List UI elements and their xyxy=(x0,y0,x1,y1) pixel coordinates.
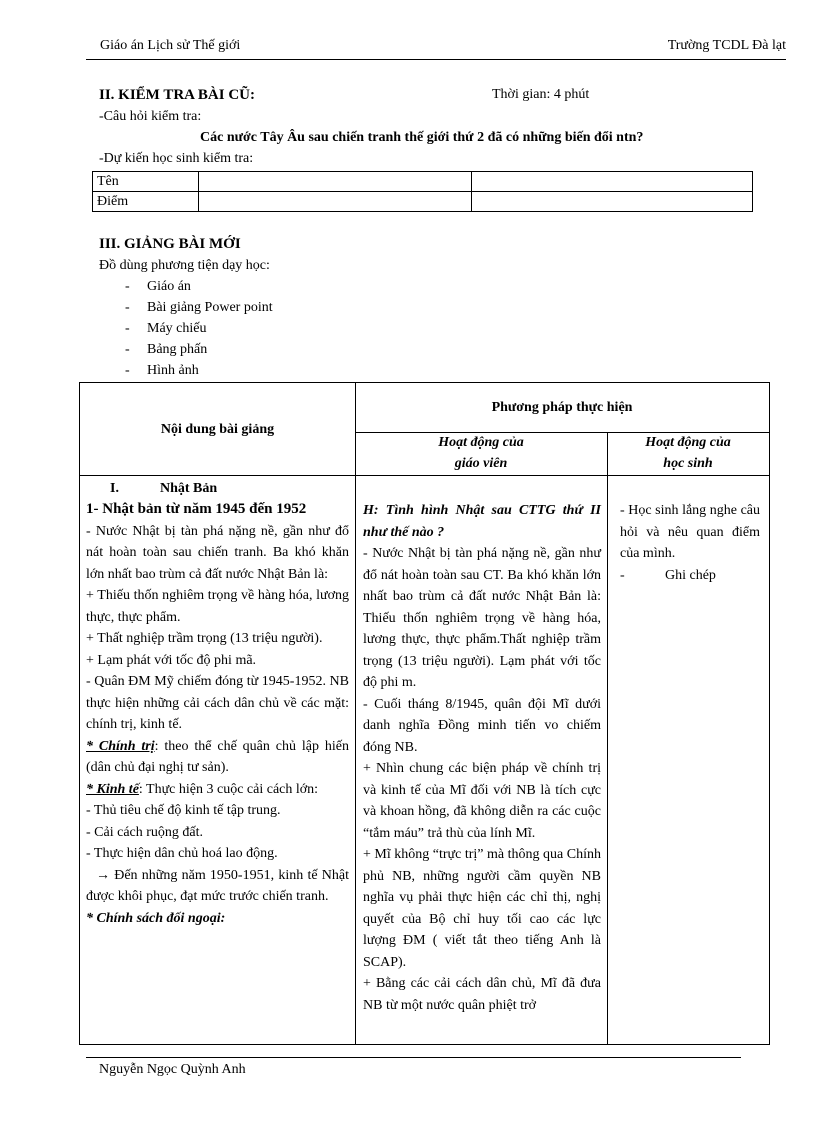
table-cell xyxy=(472,172,753,192)
table-cell xyxy=(199,172,472,192)
paragraph: - Nước Nhật bị tàn phá nặng nề, gần như đổ nát hoàn toàn sau CT. Ba khó khăn lớn nhất bao trùm cả đất nước Nhật Bản là: Thiếu thốn nghiêm trọng về hàng hóa, lương thực, thực phẩm.Thất nghiệp trầm trọng (13 triệu người). Lạm phát với tốc độ phi m. xyxy=(363,546,601,690)
paragraph: - Cải cách ruộng đất. xyxy=(86,824,204,840)
header-left: Giáo án Lịch sử Thế giới xyxy=(100,38,241,53)
teacher-activities xyxy=(363,500,601,1016)
student-column-header: Hoạt động của học sinh xyxy=(645,435,731,471)
paragraph: + Nhìn chung các biện pháp về chính trị và kinh tế của Mĩ đối với NB là tích cực và khoan hồng, đã không diễn ra các cuộc “tắm máu” trả thù của lính Mĩ. xyxy=(363,761,601,841)
table-row xyxy=(93,172,753,192)
student-activities xyxy=(620,500,760,586)
section3-title: III. GIẢNG BÀI MỚI xyxy=(99,236,241,252)
subsection-heading: 1- Nhật bản từ năm 1945 đến 1952 xyxy=(86,501,307,517)
column-divider xyxy=(355,383,356,1044)
lesson-table xyxy=(79,382,770,1045)
table-cell-name-label: Tên xyxy=(93,172,199,192)
header-rule xyxy=(86,59,786,60)
question-text: Các nước Tây Âu sau chiến tranh thế giới thứ 2 đã có những biến đổi ntn? xyxy=(200,130,644,145)
section-heading: I. Nhật Bản xyxy=(110,481,218,496)
teacher-column-header: Hoạt động của giáo viên xyxy=(438,435,524,471)
teacher-question: H: Tình hình Nhật sau CTTG thứ II như thế nào ? xyxy=(363,503,601,540)
paragraph: - Thủ tiêu chế độ kinh tế tập trung. xyxy=(86,803,281,818)
footer-rule xyxy=(86,1057,741,1058)
paragraph: - Cuối tháng 8/1945, quân đội Mĩ dưới danh nghĩa Đồng minh tiến vo chiếm đóng NB. xyxy=(363,696,601,755)
list-item: - Hình ảnh xyxy=(125,363,199,378)
content-column-header: Nội dung bài giảng xyxy=(160,422,275,437)
paragraph: + Mĩ không “trực trị” mà thông qua Chính phủ NB, những người cầm quyền NB nghĩa vụ phải thực hiện các chỉ thị, nghị quyết của Bộ chỉ huy tối cao các lực lượng ĐM ( viết tắt theo tiếng Anh là SCAP). xyxy=(363,847,601,970)
row-divider xyxy=(80,475,769,476)
method-header: Phương pháp thực hiện xyxy=(491,400,633,415)
student-check-table xyxy=(92,171,753,212)
paragraph: + Bằng các cải cách dân chủ, Mĩ đã đưa NB từ một nước quân phiệt trở xyxy=(363,976,601,1013)
paragraph: * Chính trị: theo thể chế quân chủ lập hiến (dân chủ đại nghị tư sản). xyxy=(86,738,349,775)
paragraph: + Thiếu thốn nghiêm trọng về hàng hóa, lương thực, thực phẩm. xyxy=(86,588,349,625)
section2-title: II. KIỂM TRA BÀI CŨ: xyxy=(99,87,255,103)
arrow-icon: → xyxy=(96,867,110,883)
table-row xyxy=(93,192,753,212)
paragraph: - Nước Nhật bị tàn phá nặng nề, gần như đổ nát hoàn toàn sau chiến tranh. Ba khó khăn lớn nhất bao trùm cả đất nước Nhật Bản là: xyxy=(86,523,349,582)
paragraph: - Ghi chép xyxy=(620,567,716,583)
lesson-content xyxy=(86,478,349,929)
paragraph: - Quân ĐM Mỹ chiếm đóng từ 1945-1952. NB thực hiện những cải cách dân chủ về các mặt: chính trị, kinh tế. xyxy=(86,674,349,732)
paragraph: + Thất nghiệp trầm trọng (13 triệu người). xyxy=(86,631,323,646)
list-item: - Bài giảng Power point xyxy=(125,300,273,315)
table-cell-score-label: Điểm xyxy=(93,192,199,212)
table-cell xyxy=(199,192,472,212)
paragraph: - Học sinh lắng nghe câu hỏi và nêu quan điểm của mình. xyxy=(620,503,760,561)
list-item: - Giáo án xyxy=(125,279,191,294)
materials-label: Đồ dùng phương tiện dạy học: xyxy=(99,258,270,273)
section2-time: Thời gian: 4 phút xyxy=(492,87,590,102)
column-divider xyxy=(607,432,608,1044)
question-label: -Câu hỏi kiểm tra: xyxy=(99,109,202,124)
paragraph: → Đến những năm 1950-1951, kinh tế Nhật được khôi phục, đạt mức trước chiến tranh. xyxy=(86,867,349,904)
paragraph: * Kinh tế: Thực hiện 3 cuộc cải cách lớn: xyxy=(86,781,319,797)
students-label: -Dự kiến học sinh kiểm tra: xyxy=(99,151,254,166)
paragraph: * Chính sách đối ngoại: xyxy=(86,910,226,926)
paragraph: - Thực hiện dân chủ hoá lao động. xyxy=(86,846,278,861)
table-cell xyxy=(472,192,753,212)
header-right: Trường TCDL Đà lạt xyxy=(667,38,786,53)
paragraph: + Lạm phát với tốc độ phi mã. xyxy=(86,652,257,668)
footer-author: Nguyễn Ngọc Quỳnh Anh xyxy=(99,1062,246,1077)
list-item: - Máy chiếu xyxy=(125,321,207,336)
list-item: - Bảng phấn xyxy=(125,342,208,357)
